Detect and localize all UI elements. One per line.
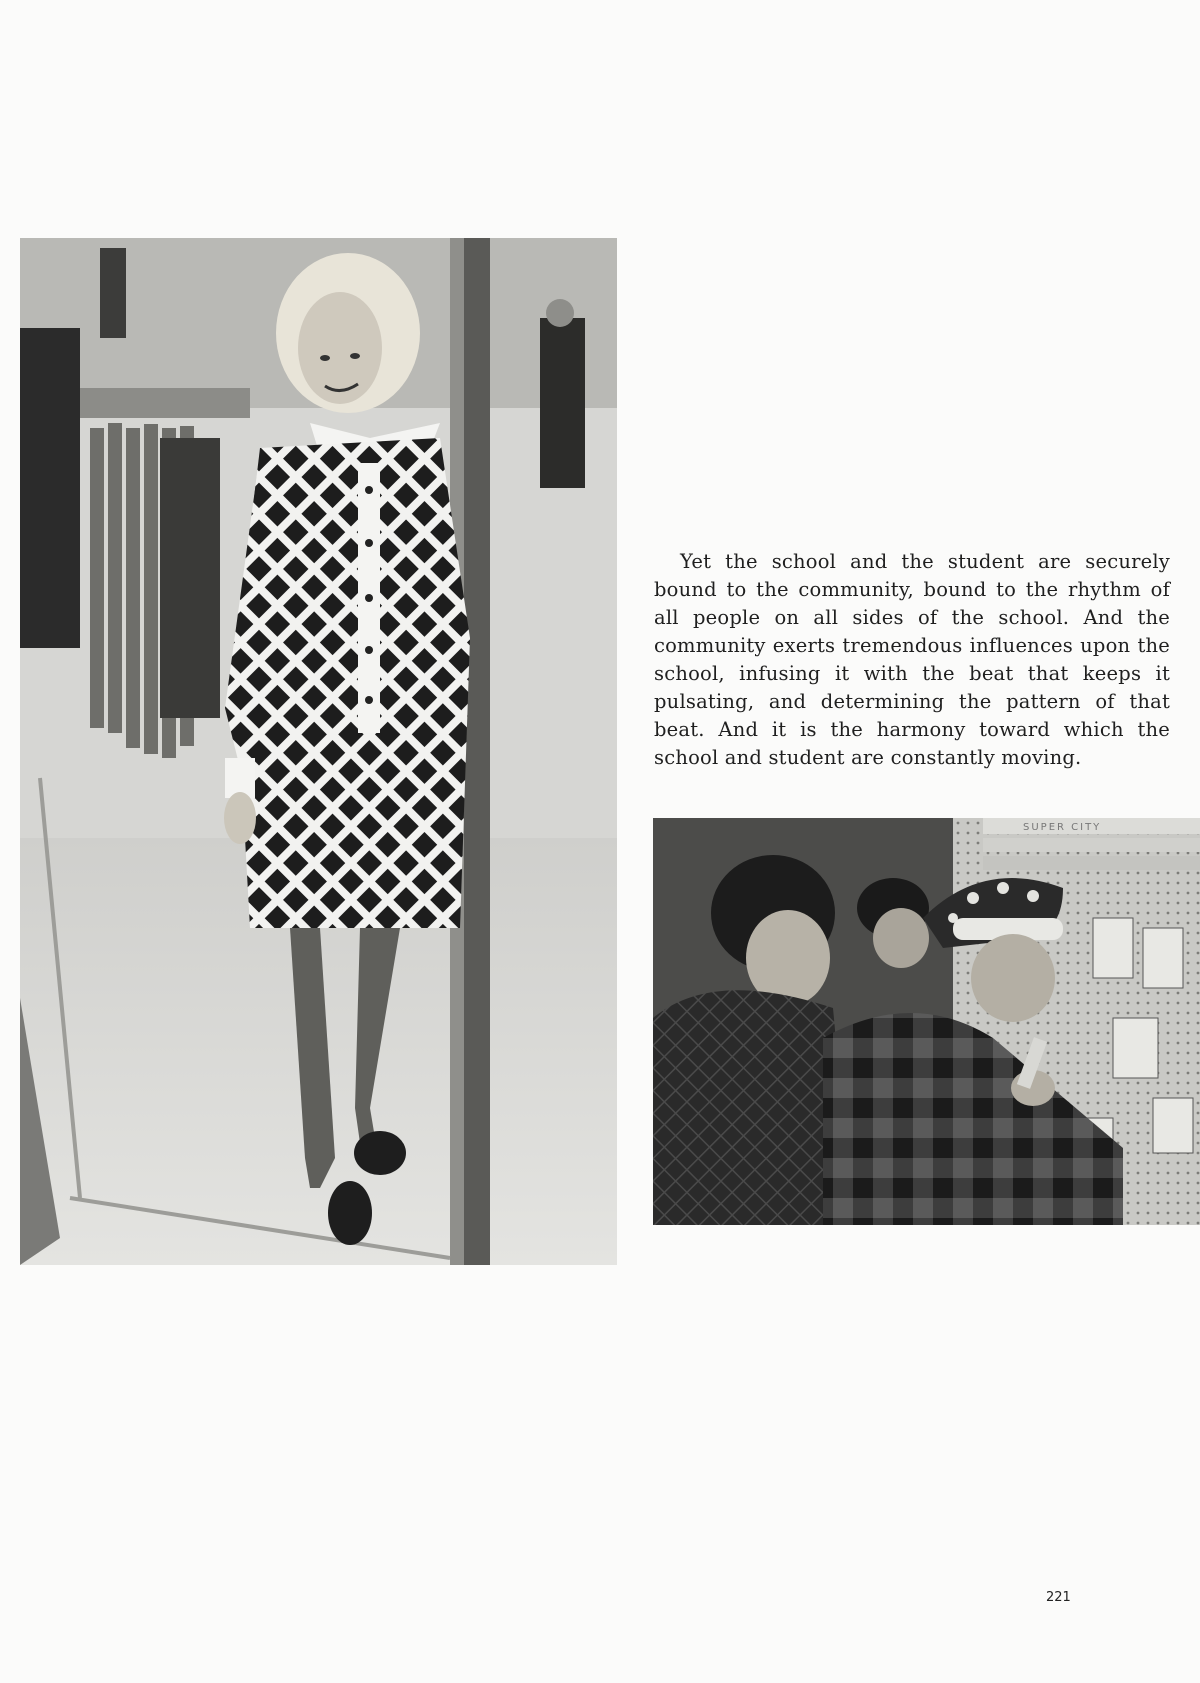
page-number: 221 xyxy=(1046,1590,1071,1605)
photo-boys-shopping xyxy=(653,818,1200,1225)
photo-woman-in-mirror-illustration xyxy=(20,238,617,1265)
body-paragraph: Yet the school and the student are securely bound to the community, bound to the rhythm of all people on all sides of the school. And the community exerts tremendous influences upon the school, infusing it with the beat that keeps it pulsating, and determining the pattern of that beat. And it is the harmony toward which the school and student are constantly moving. xyxy=(654,550,1170,769)
photo-woman-in-mirror xyxy=(20,238,617,1265)
photo-boys-shopping-illustration xyxy=(653,818,1200,1225)
store-sign-text: SUPER CITY xyxy=(1023,822,1102,833)
